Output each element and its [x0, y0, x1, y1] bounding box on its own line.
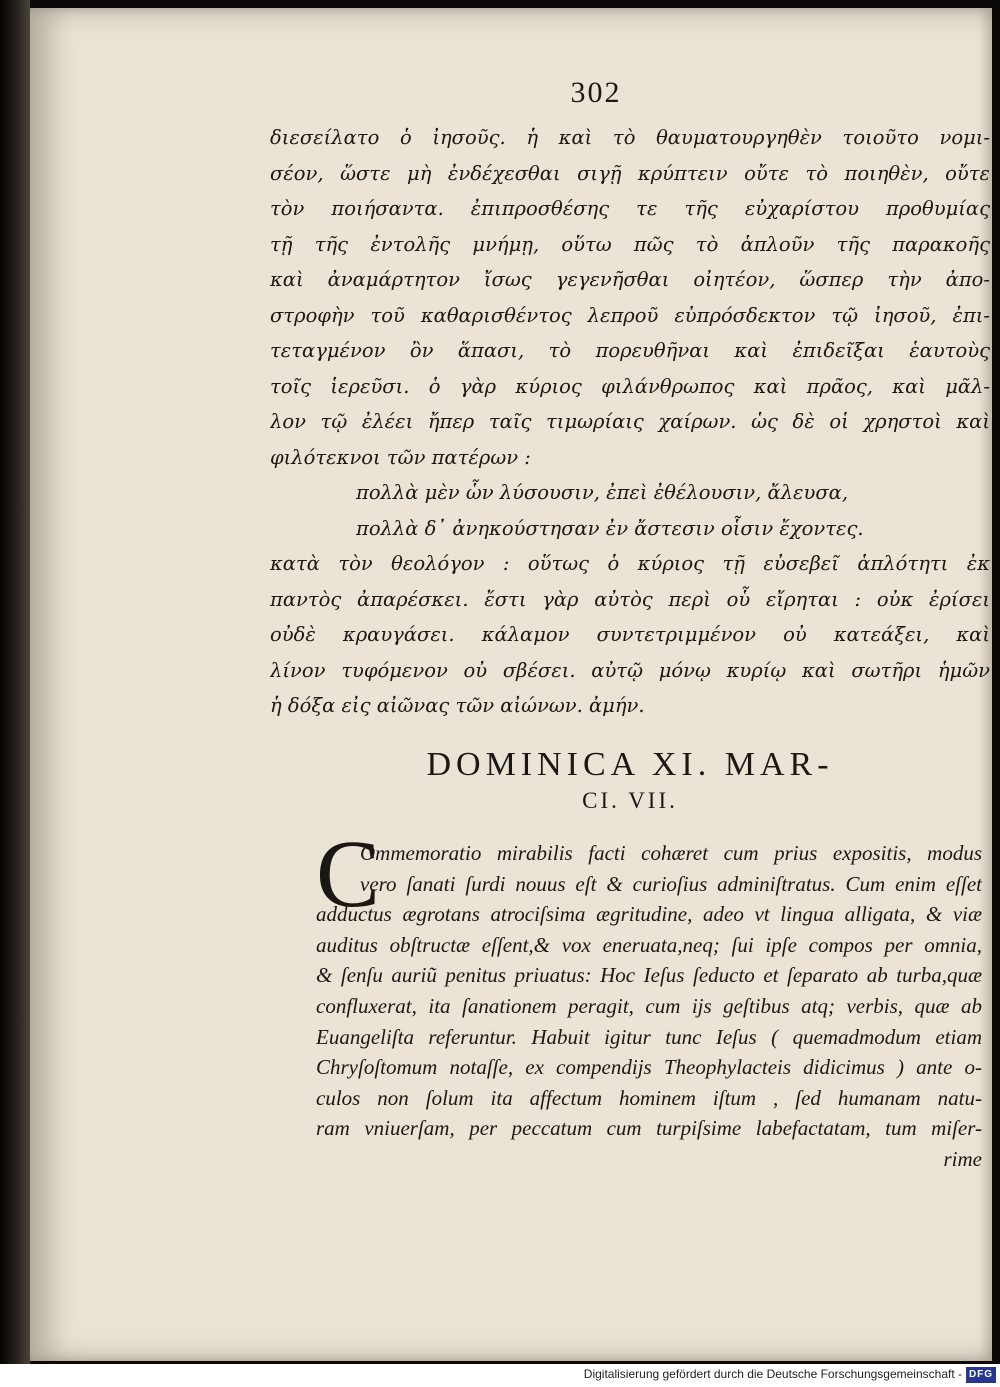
greek-line: καὶ ἀναμάρτητον ἴσως γεγενῆσθαι οἰητέον, ὥσπερ τὴν ἀπο- — [270, 268, 990, 291]
section-heading: DOMINICA XI. MAR- — [426, 746, 834, 783]
greek-line: λον τῷ ἐλέει ἤπερ ταῖς τιμωρίαις χαίρων. ὡς δὲ οἱ χρηστοὶ καὶ — [270, 410, 990, 433]
greek-line: τεταγμένον ὂν ἅπασι, τὸ πορευθῆναι καὶ ἐπιδεῖξαι ἑαυτοὺς — [270, 339, 990, 362]
latin-line: Ommemoratio mirabilis facti cohæret cum prius expositis, modus — [360, 841, 982, 865]
greek-line: τὸν ποιήσαντα. ἐπιπροσθέσης τε τῆς εὐχαρίστου προθυμίας — [270, 197, 990, 220]
greek-line: ἡ δόξα εἰς αἰῶνας τῶν αἰώνων. ἀμήν. — [270, 694, 645, 717]
scan-edge — [0, 0, 30, 1364]
drop-cap: C — [316, 820, 381, 927]
latin-line: vero ſanati ſurdi nouus eſt & curioſius adminiſtratus. Cum enim eſſet — [360, 871, 982, 896]
catchword: rime — [943, 1146, 982, 1171]
dfg-logo-icon: DFG — [966, 1367, 996, 1383]
latin-line: Chryſoſtomum notaſſe, ex compendijs Theophylacteis didicimus ) ante o- — [316, 1055, 982, 1080]
greek-line: τοῖς ἱερεῦσι. ὁ γὰρ κύριος φιλάνθρωπος καὶ πρᾶος, καὶ μᾶλ- — [270, 374, 990, 398]
latin-line: adductus ægrotans atrociſsima ægritudine, adeo vt lingua alligata, & viæ — [316, 902, 982, 927]
latin-line: culos non ſolum ita affectum hominem iſtum , ſed humanam natu- — [316, 1085, 982, 1110]
book-page — [30, 8, 992, 1361]
greek-line: διεσείλατο ὁ ἰησοῦς. ἡ καὶ τὸ θαυματουργηθὲν τοιοῦτο νομι- — [270, 126, 990, 149]
latin-line: auditus obſtructæ eſſent,& vox eneruata,neq; ſui ipſe compos per omnia, — [316, 932, 982, 957]
page-number: 302 — [570, 76, 622, 109]
section-subheading: CI. VII. — [582, 788, 678, 813]
verse-line: πολλὰ μὲν ὧν λύσουσιν, ἐπεὶ ἐθέλουσιν, ἄλευσα, — [356, 481, 849, 504]
latin-line: Euangeliſta referuntur. Habuit igitur tunc Ieſus ( quemadmodum etiam — [316, 1024, 982, 1049]
greek-line: κατὰ τὸν θεολόγον : οὕτως ὁ κύριος τῇ εὐσεβεῖ ἁπλότητι ἐκ — [270, 552, 990, 575]
greek-line: παντὸς ἀπαρέσκει. ἔστι γὰρ αὐτὸς περὶ οὗ εἴρηται : οὐκ ἐρίσει — [270, 587, 990, 611]
greek-line: οὐδὲ κραυγάσει. κάλαμον συντετριμμένον οὐ κατεάξει, καὶ — [270, 623, 990, 646]
verse-line: πολλὰ δ᾽ ἀνηκούστησαν ἐν ἄστεσιν οἷσιν ἔχοντες. — [356, 516, 864, 540]
greek-line: τῇ τῆς ἐντολῆς μνήμῃ, οὕτω πῶς τὸ ἁπλοῦν τῆς παρακοῆς — [270, 232, 990, 256]
footer-bar — [0, 1364, 1000, 1387]
latin-line: & ſenſu auriũ penitus priuatus: Hoc Ieſus ſeducto et ſeparato ab turba,quæ — [316, 963, 982, 988]
latin-line: ram vniuerſam, per peccatum cum turpiſsime labefactatam, tum miſer- — [316, 1116, 982, 1141]
greek-line: φιλότεκνοι τῶν πατέρων : — [270, 445, 531, 469]
greek-line: σέον, ὥστε μὴ ἐνδέχεσθαι σιγῇ κρύπτειν οὔτε τὸ ποιηθὲν, οὔτε — [270, 161, 990, 185]
greek-line: στροφὴν τοῦ καθαρισθέντος λεπροῦ εὐπρόσδεκτον τῷ ἰησοῦ, ἐπι- — [270, 303, 990, 327]
greek-line: λίνον τυφόμενον οὐ σβέσει. αὐτῷ μόνῳ κυρίῳ καὶ σωτῆρι ἡμῶν — [270, 658, 990, 682]
latin-text-block — [316, 820, 982, 1175]
latin-line: confluxerat, ita ſanationem peragit, cum ijs geſtibus atq; verbis, quæ ab — [316, 993, 982, 1018]
footer-credit: Digitalisierung gefördert durch die Deutsche Forschungsgemeinschaft - — [583, 1367, 962, 1381]
greek-text-block — [270, 120, 990, 724]
